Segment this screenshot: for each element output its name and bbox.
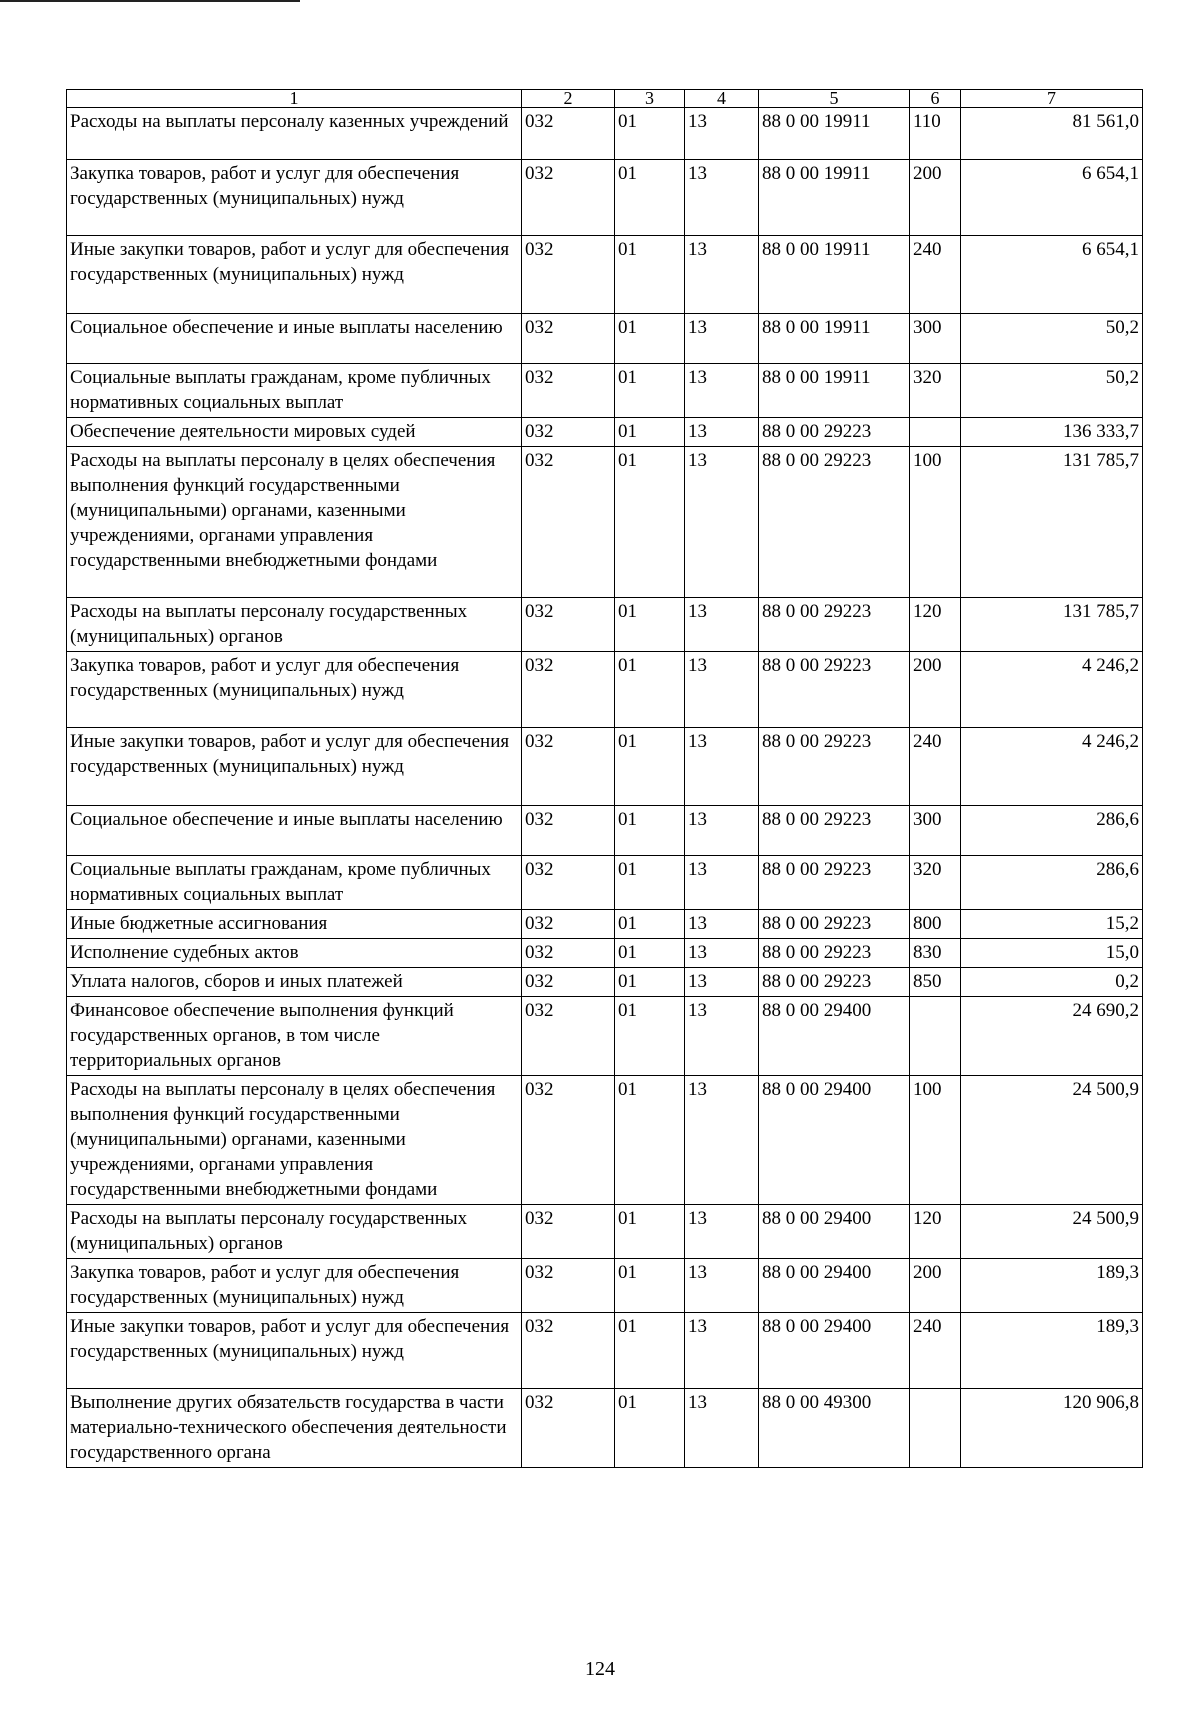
expense-type-cell: 320 [910, 856, 961, 910]
gr-code-cell: 032 [522, 1259, 615, 1313]
section-code-cell: 01 [615, 160, 685, 236]
subsection-code-cell: 13 [685, 1313, 759, 1389]
section-code-cell: 01 [615, 939, 685, 968]
expense-type-cell: 300 [910, 314, 961, 364]
subsection-code-cell: 13 [685, 968, 759, 997]
section-code-cell: 01 [615, 1076, 685, 1205]
expense-name-cell: Социальное обеспечение и иные выплаты населению [67, 806, 522, 856]
table-row [67, 968, 1143, 997]
expense-type-cell: 100 [910, 1076, 961, 1205]
amount-cell: 131 785,7 [961, 447, 1143, 598]
expense-type-cell: 850 [910, 968, 961, 997]
gr-code-cell: 032 [522, 939, 615, 968]
gr-code-cell: 032 [522, 910, 615, 939]
subsection-code-cell: 13 [685, 997, 759, 1076]
section-code-cell: 01 [615, 1205, 685, 1259]
subsection-code-cell: 13 [685, 236, 759, 314]
amount-cell: 15,0 [961, 939, 1143, 968]
target-article-cell: 88 0 00 29400 [759, 1205, 910, 1259]
target-article-cell: 88 0 00 29223 [759, 447, 910, 598]
table-body [67, 108, 1143, 1468]
section-code-cell: 01 [615, 418, 685, 447]
expense-name-cell: Закупка товаров, работ и услуг для обеспечения государственных (муниципальных) нужд [67, 652, 522, 728]
gr-code-cell: 032 [522, 1389, 615, 1468]
amount-cell: 120 906,8 [961, 1389, 1143, 1468]
subsection-code-cell: 13 [685, 108, 759, 160]
amount-cell: 0,2 [961, 968, 1143, 997]
expense-name-cell: Уплата налогов, сборов и иных платежей [67, 968, 522, 997]
table-row [67, 108, 1143, 160]
table-row [67, 728, 1143, 806]
expense-type-cell [910, 418, 961, 447]
section-code-cell: 01 [615, 1389, 685, 1468]
amount-cell: 131 785,7 [961, 598, 1143, 652]
gr-code-cell: 032 [522, 236, 615, 314]
expense-type-cell: 120 [910, 598, 961, 652]
amount-cell: 189,3 [961, 1313, 1143, 1389]
expense-name-cell: Социальные выплаты гражданам, кроме публичных нормативных социальных выплат [67, 856, 522, 910]
expense-type-cell: 200 [910, 1259, 961, 1313]
expense-name-cell: Обеспечение деятельности мировых судей [67, 418, 522, 447]
expense-type-cell: 830 [910, 939, 961, 968]
expense-type-cell: 300 [910, 806, 961, 856]
subsection-code-cell: 13 [685, 418, 759, 447]
section-code-cell: 01 [615, 108, 685, 160]
gr-code-cell: 032 [522, 728, 615, 806]
target-article-cell: 88 0 00 19911 [759, 364, 910, 418]
amount-cell: 24 500,9 [961, 1076, 1143, 1205]
header-cell: 2 [522, 90, 615, 108]
expense-name-cell: Иные закупки товаров, работ и услуг для обеспечения государственных (муниципальных) нужд [67, 236, 522, 314]
subsection-code-cell: 13 [685, 447, 759, 598]
gr-code-cell: 032 [522, 1076, 615, 1205]
expense-name-cell: Иные закупки товаров, работ и услуг для обеспечения государственных (муниципальных) нужд [67, 728, 522, 806]
target-article-cell: 88 0 00 19911 [759, 160, 910, 236]
subsection-code-cell: 13 [685, 910, 759, 939]
gr-code-cell: 032 [522, 418, 615, 447]
expense-type-cell: 120 [910, 1205, 961, 1259]
section-code-cell: 01 [615, 910, 685, 939]
expense-name-cell: Выполнение других обязательств государства в части материально-технического обеспечения деятельности государственного органа [67, 1389, 522, 1468]
section-code-cell: 01 [615, 1313, 685, 1389]
subsection-code-cell: 13 [685, 598, 759, 652]
table-row [67, 1389, 1143, 1468]
amount-cell: 50,2 [961, 364, 1143, 418]
subsection-code-cell: 13 [685, 1259, 759, 1313]
subsection-code-cell: 13 [685, 939, 759, 968]
table-row [67, 1259, 1143, 1313]
table-row [67, 236, 1143, 314]
subsection-code-cell: 13 [685, 1389, 759, 1468]
target-article-cell: 88 0 00 29223 [759, 968, 910, 997]
amount-cell: 6 654,1 [961, 160, 1143, 236]
section-code-cell: 01 [615, 1259, 685, 1313]
section-code-cell: 01 [615, 236, 685, 314]
table-row [67, 160, 1143, 236]
target-article-cell: 88 0 00 29223 [759, 806, 910, 856]
amount-cell: 4 246,2 [961, 728, 1143, 806]
expense-name-cell: Иные закупки товаров, работ и услуг для обеспечения государственных (муниципальных) нужд [67, 1313, 522, 1389]
section-code-cell: 01 [615, 598, 685, 652]
header-cell: 4 [685, 90, 759, 108]
gr-code-cell: 032 [522, 108, 615, 160]
amount-cell: 6 654,1 [961, 236, 1143, 314]
target-article-cell: 88 0 00 19911 [759, 108, 910, 160]
subsection-code-cell: 13 [685, 806, 759, 856]
amount-cell: 286,6 [961, 806, 1143, 856]
section-code-cell: 01 [615, 856, 685, 910]
header-cell: 6 [910, 90, 961, 108]
subsection-code-cell: 13 [685, 1205, 759, 1259]
expense-name-cell: Исполнение судебных актов [67, 939, 522, 968]
expense-type-cell: 320 [910, 364, 961, 418]
gr-code-cell: 032 [522, 968, 615, 997]
table-row [67, 364, 1143, 418]
subsection-code-cell: 13 [685, 364, 759, 418]
gr-code-cell: 032 [522, 160, 615, 236]
gr-code-cell: 032 [522, 1205, 615, 1259]
target-article-cell: 88 0 00 29400 [759, 1313, 910, 1389]
amount-cell: 81 561,0 [961, 108, 1143, 160]
header-cell: 3 [615, 90, 685, 108]
expense-type-cell: 200 [910, 160, 961, 236]
expense-name-cell: Расходы на выплаты персоналу в целях обеспечения выполнения функций государственными (муниципальными) органами, казенными учреждениями, органами управления государственными внебюджетными фондами [67, 1076, 522, 1205]
section-code-cell: 01 [615, 997, 685, 1076]
amount-cell: 189,3 [961, 1259, 1143, 1313]
expense-name-cell: Закупка товаров, работ и услуг для обеспечения государственных (муниципальных) нужд [67, 160, 522, 236]
gr-code-cell: 032 [522, 1313, 615, 1389]
table-row [67, 1076, 1143, 1205]
section-code-cell: 01 [615, 806, 685, 856]
subsection-code-cell: 13 [685, 728, 759, 806]
target-article-cell: 88 0 00 29223 [759, 418, 910, 447]
expense-name-cell: Финансовое обеспечение выполнения функций государственных органов, в том числе территориальных органов [67, 997, 522, 1076]
target-article-cell: 88 0 00 49300 [759, 1389, 910, 1468]
target-article-cell: 88 0 00 19911 [759, 314, 910, 364]
table-row [67, 314, 1143, 364]
subsection-code-cell: 13 [685, 652, 759, 728]
gr-code-cell: 032 [522, 806, 615, 856]
amount-cell: 15,2 [961, 910, 1143, 939]
target-article-cell: 88 0 00 29223 [759, 652, 910, 728]
target-article-cell: 88 0 00 29400 [759, 1076, 910, 1205]
amount-cell: 286,6 [961, 856, 1143, 910]
section-code-cell: 01 [615, 652, 685, 728]
gr-code-cell: 032 [522, 598, 615, 652]
target-article-cell: 88 0 00 19911 [759, 236, 910, 314]
section-code-cell: 01 [615, 364, 685, 418]
gr-code-cell: 032 [522, 314, 615, 364]
expense-type-cell: 240 [910, 236, 961, 314]
expense-type-cell: 240 [910, 1313, 961, 1389]
target-article-cell: 88 0 00 29400 [759, 997, 910, 1076]
gr-code-cell: 032 [522, 652, 615, 728]
amount-cell: 50,2 [961, 314, 1143, 364]
target-article-cell: 88 0 00 29223 [759, 728, 910, 806]
expense-name-cell: Закупка товаров, работ и услуг для обеспечения государственных (муниципальных) нужд [67, 1259, 522, 1313]
table-row [67, 939, 1143, 968]
header-row [67, 90, 1143, 108]
table-row [67, 997, 1143, 1076]
table-row [67, 806, 1143, 856]
amount-cell: 24 500,9 [961, 1205, 1143, 1259]
gr-code-cell: 032 [522, 364, 615, 418]
target-article-cell: 88 0 00 29223 [759, 939, 910, 968]
expense-name-cell: Расходы на выплаты персоналу государственных (муниципальных) органов [67, 598, 522, 652]
budget-table [66, 89, 1143, 1468]
section-code-cell: 01 [615, 728, 685, 806]
target-article-cell: 88 0 00 29223 [759, 910, 910, 939]
table-row [67, 910, 1143, 939]
amount-cell: 4 246,2 [961, 652, 1143, 728]
gr-code-cell: 032 [522, 856, 615, 910]
table-row [67, 447, 1143, 598]
table-row [67, 418, 1143, 447]
subsection-code-cell: 13 [685, 856, 759, 910]
subsection-code-cell: 13 [685, 1076, 759, 1205]
expense-name-cell: Социальные выплаты гражданам, кроме публичных нормативных социальных выплат [67, 364, 522, 418]
expense-type-cell [910, 1389, 961, 1468]
amount-cell: 136 333,7 [961, 418, 1143, 447]
header-cell: 1 [67, 90, 522, 108]
gr-code-cell: 032 [522, 997, 615, 1076]
expense-name-cell: Расходы на выплаты персоналу в целях обеспечения выполнения функций государственными (муниципальными) органами, казенными учреждениями, органами управления государственными внебюджетными фондами [67, 447, 522, 598]
expense-type-cell: 200 [910, 652, 961, 728]
target-article-cell: 88 0 00 29223 [759, 598, 910, 652]
header-cell: 5 [759, 90, 910, 108]
table-row [67, 598, 1143, 652]
expense-type-cell: 110 [910, 108, 961, 160]
expense-type-cell: 800 [910, 910, 961, 939]
target-article-cell: 88 0 00 29400 [759, 1259, 910, 1313]
table-row [67, 856, 1143, 910]
expense-type-cell: 100 [910, 447, 961, 598]
section-code-cell: 01 [615, 968, 685, 997]
expense-type-cell: 240 [910, 728, 961, 806]
gr-code-cell: 032 [522, 447, 615, 598]
header-cell: 7 [961, 90, 1143, 108]
expense-name-cell: Иные бюджетные ассигнования [67, 910, 522, 939]
page-number: 124 [585, 1658, 615, 1680]
section-code-cell: 01 [615, 447, 685, 598]
section-code-cell: 01 [615, 314, 685, 364]
expense-name-cell: Расходы на выплаты персоналу государственных (муниципальных) органов [67, 1205, 522, 1259]
table-row [67, 652, 1143, 728]
expense-name-cell: Расходы на выплаты персоналу казенных учреждений [67, 108, 522, 160]
amount-cell: 24 690,2 [961, 997, 1143, 1076]
expense-name-cell: Социальное обеспечение и иные выплаты населению [67, 314, 522, 364]
target-article-cell: 88 0 00 29223 [759, 856, 910, 910]
table-row [67, 1313, 1143, 1389]
table-row [67, 1205, 1143, 1259]
subsection-code-cell: 13 [685, 314, 759, 364]
expense-type-cell [910, 997, 961, 1076]
scan-top-edge-line [0, 0, 300, 2]
subsection-code-cell: 13 [685, 160, 759, 236]
